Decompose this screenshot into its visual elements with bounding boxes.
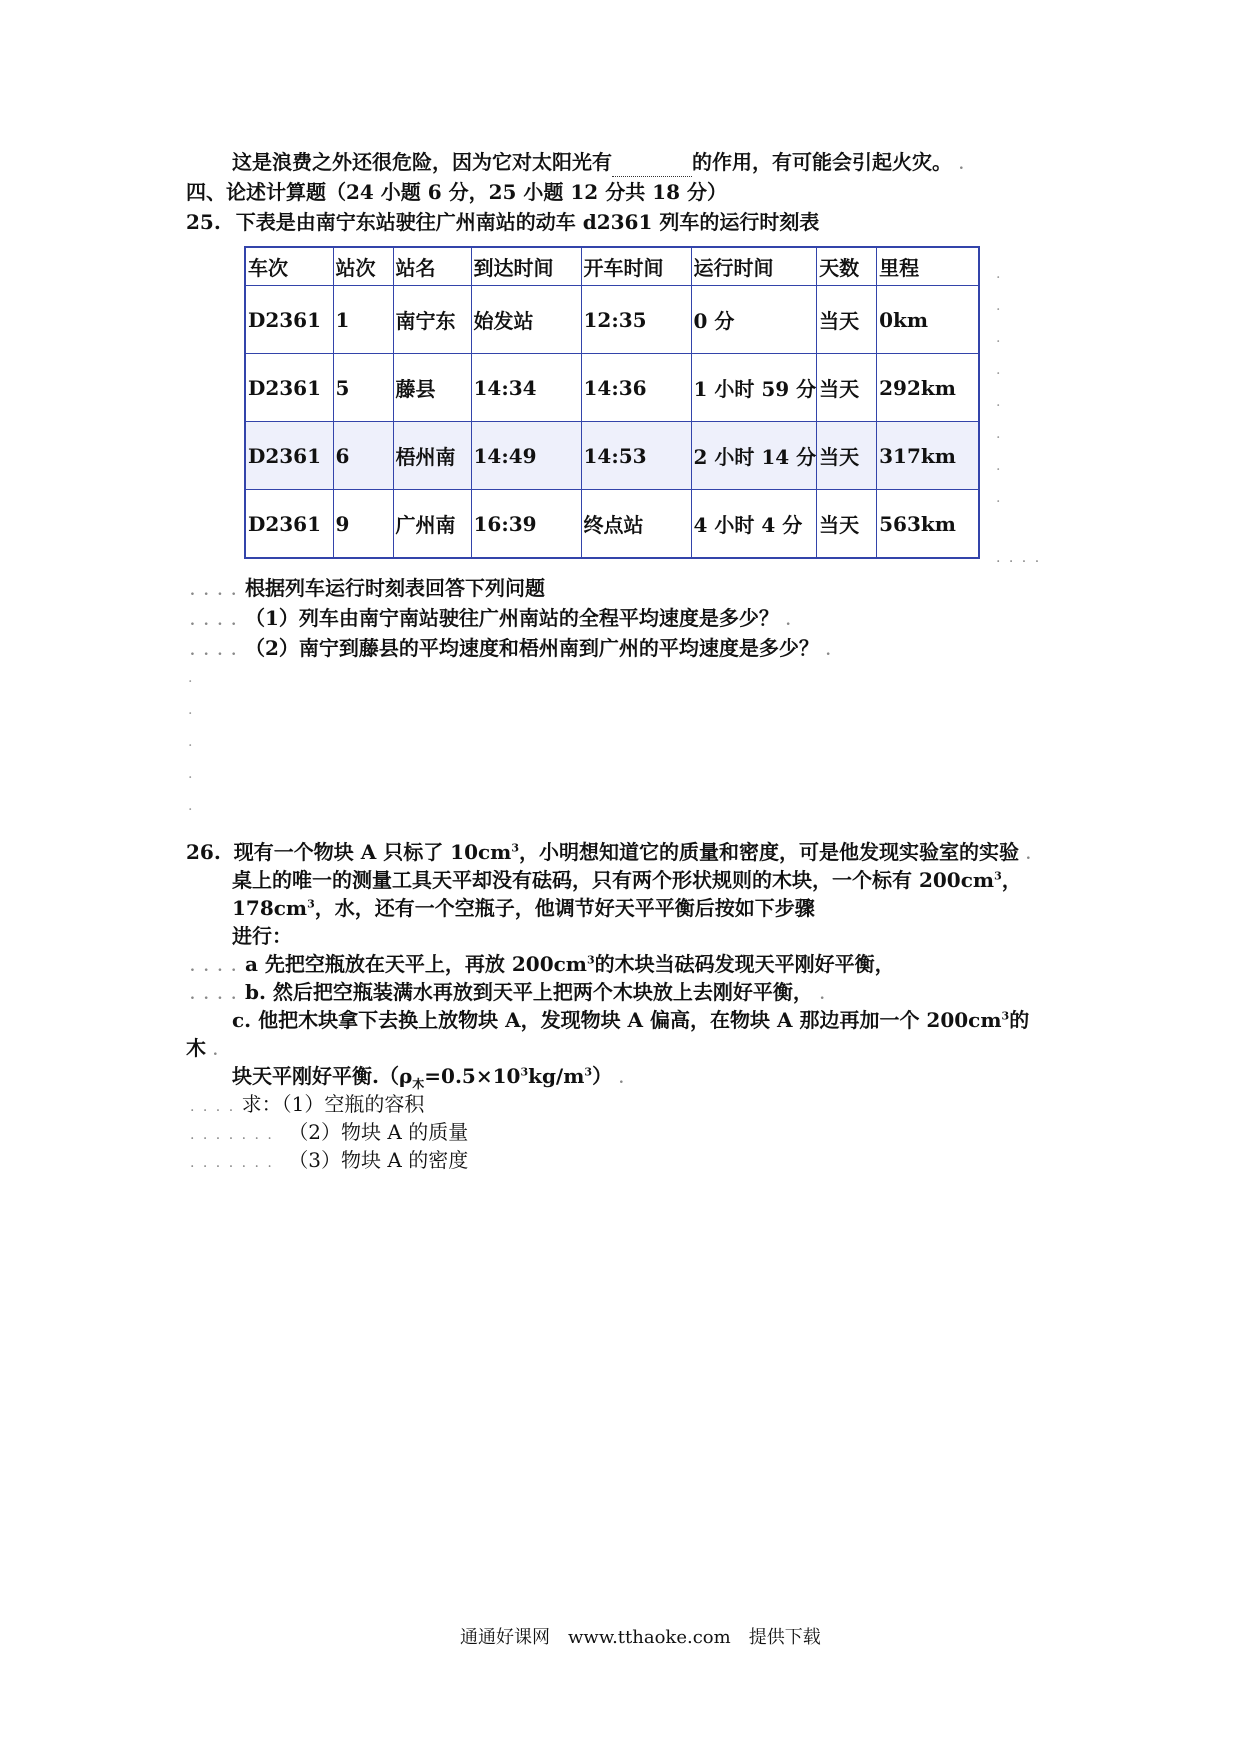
answer-space-dots: . . . . . bbox=[188, 670, 193, 814]
page-footer: 通通好课网 www.tthaoke.com 提供下载 bbox=[460, 1627, 821, 1648]
column-header: 天数 bbox=[817, 247, 877, 286]
question-text: 现有一个物块 A 只标了 10cm bbox=[233, 840, 512, 864]
sub-question-1: . . . . （1）列车由南宁南站驶往广州南站的全程平均速度是多少？ . bbox=[190, 606, 793, 630]
section-heading: 四、论述计算题（24 小题 6 分，25 小题 12 分共 18 分） bbox=[186, 180, 727, 204]
sub-question-text: （1）列车由南宁南站驶往广州南站的全程平均速度是多少？ bbox=[245, 606, 779, 630]
step-text: c. 他把木块拿下去换上放物块 A，发现物块 A 偏高，在物块 A 那边再加一个 200cm bbox=[232, 1008, 1002, 1032]
table-cell: 梧州南 bbox=[393, 422, 471, 490]
question-26-line-1: 26. 现有一个物块 A 只标了 $10cm^3$，小明想知道它的质量和密度，可是他发现实验室的实验 . bbox=[186, 840, 1033, 864]
table-cell: D2361 bbox=[245, 354, 333, 422]
column-header: 车次 bbox=[245, 247, 333, 286]
question-26-line-2 bbox=[232, 866, 1022, 894]
ask-text: （3）物块 A 的密度 bbox=[288, 1148, 469, 1172]
question-text: 178cm bbox=[232, 896, 308, 920]
table-cell: 始发站 bbox=[471, 286, 581, 354]
question-text: ， bbox=[1001, 868, 1022, 892]
superscript: 3 bbox=[586, 953, 595, 967]
subscript: 木 bbox=[412, 1077, 425, 1091]
column-header: 开车时间 bbox=[581, 247, 691, 286]
table-cell: 5 bbox=[333, 354, 393, 422]
table-header-row bbox=[245, 247, 979, 286]
step-text: b. 然后把空瓶装满水再放到天平上把两个木块放上去刚好平衡， bbox=[245, 980, 813, 1004]
density-value: =0.5×10 bbox=[424, 1064, 521, 1088]
step-text: 的 bbox=[1009, 1008, 1030, 1032]
density-unit: kg/m bbox=[528, 1064, 585, 1088]
step-text: 木 bbox=[186, 1036, 206, 1060]
question-26-line-3 bbox=[232, 894, 815, 922]
table-cell: 4 小时 4 分 bbox=[691, 490, 817, 559]
table-cell: 16:39 bbox=[471, 490, 581, 559]
step-text: 块天平刚好平衡.（ρ bbox=[232, 1064, 413, 1088]
sub-question-text: （2）南宁到藤县的平均速度和梧州南到广州的平均速度是多少？ bbox=[245, 636, 819, 660]
table-cell: 0km bbox=[877, 286, 979, 354]
table-cell: D2361 bbox=[245, 490, 333, 559]
instruction-text: 根据列车运行时刻表回答下列问题 bbox=[245, 576, 545, 600]
margin-dots: . . . . bbox=[996, 550, 1042, 566]
table-cell: 当天 bbox=[817, 286, 877, 354]
question-number: 25. bbox=[186, 210, 221, 234]
table-cell: 当天 bbox=[817, 354, 877, 422]
superscript: 3 bbox=[584, 1065, 593, 1079]
table-cell: 终点站 bbox=[581, 490, 691, 559]
ask-2: . . . . . . . （2）物块 A 的质量 bbox=[190, 1120, 469, 1144]
table-cell: 14:53 bbox=[581, 422, 691, 490]
table-cell: D2361 bbox=[245, 286, 333, 354]
question-text: 下表是由南宁东站驶往广州南站的动车 d2361 列车的运行时刻表 bbox=[235, 210, 820, 234]
table-cell: 292km bbox=[877, 354, 979, 422]
table-cell: 藤县 bbox=[393, 354, 471, 422]
step-c-wrap: 木 . bbox=[186, 1036, 220, 1060]
margin-dots: . . . . . . . . bbox=[996, 266, 1001, 506]
table-cell: 当天 bbox=[817, 490, 877, 559]
table-cell: 当天 bbox=[817, 422, 877, 490]
step-a: . . . . a 先把空瓶放在天平上，再放 $200cm^3$的木块当砝码发现天平刚好平衡， bbox=[190, 952, 895, 976]
ask-1: . . . . 求：（1）空瓶的容积 bbox=[190, 1092, 425, 1116]
superscript: 3 bbox=[520, 1065, 529, 1079]
sub-question-2: . . . . （2）南宁到藤县的平均速度和梧州南到广州的平均速度是多少？ . bbox=[190, 636, 833, 660]
table-cell: 14:49 bbox=[471, 422, 581, 490]
ask-3: . . . . . . . （3）物块 A 的密度 bbox=[190, 1148, 469, 1172]
question-number: 26. bbox=[186, 840, 221, 864]
table-row bbox=[245, 286, 979, 354]
question-text: 桌上的唯一的测量工具天平却没有砝码，只有两个形状规则的木块，一个标有 200cm bbox=[232, 868, 995, 892]
question-instruction: . . . . 根据列车运行时刻表回答下列问题 bbox=[190, 576, 545, 600]
step-c bbox=[232, 1006, 1029, 1034]
superscript: 3 bbox=[511, 841, 519, 855]
table-cell: 563km bbox=[877, 490, 979, 559]
ask-text: 求：（1）空瓶的容积 bbox=[241, 1092, 425, 1116]
column-header: 运行时间 bbox=[691, 247, 817, 286]
table-cell: 317km bbox=[877, 422, 979, 490]
question-26-line-4: 进行： bbox=[232, 924, 292, 948]
table-cell: 6 bbox=[333, 422, 393, 490]
table-cell: 南宁东 bbox=[393, 286, 471, 354]
table-cell: 1 小时 59 分 bbox=[691, 354, 817, 422]
table-cell: 2 小时 14 分 bbox=[691, 422, 817, 490]
superscript: 3 bbox=[994, 869, 1002, 883]
column-header: 到达时间 bbox=[471, 247, 581, 286]
table-cell: 0 分 bbox=[691, 286, 817, 354]
step-text: 的木块当砝码发现天平刚好平衡， bbox=[594, 952, 895, 976]
step-b: . . . . b. 然后把空瓶装满水再放到天平上把两个木块放上去刚好平衡， . bbox=[190, 980, 827, 1004]
step-text: a 先把空瓶放在天平上，再放 200cm bbox=[245, 952, 587, 976]
table-cell: D2361 bbox=[245, 422, 333, 490]
sentence-start: 这是浪费之外还很危险，因为它对太阳光有 bbox=[232, 150, 612, 174]
question-text: ，小明想知道它的质量和密度，可是他发现实验室的实验 bbox=[519, 840, 1019, 864]
table-cell: 14:34 bbox=[471, 354, 581, 422]
step-text: ） bbox=[592, 1064, 613, 1088]
ask-text: （2）物块 A 的质量 bbox=[288, 1120, 469, 1144]
train-timetable bbox=[244, 246, 980, 559]
table-cell: 1 bbox=[333, 286, 393, 354]
question-text: ，水，还有一个空瓶子，他调节好天平平衡后按如下步骤 bbox=[314, 896, 815, 920]
sentence-end: 的作用，有可能会引起火灾。 bbox=[692, 150, 952, 174]
table-cell: 9 bbox=[333, 490, 393, 559]
column-header: 站次 bbox=[333, 247, 393, 286]
answer-blank[interactable] bbox=[612, 148, 692, 177]
column-header: 站名 bbox=[393, 247, 471, 286]
table-cell: 12:35 bbox=[581, 286, 691, 354]
column-header: 里程 bbox=[877, 247, 979, 286]
step-c-end: 块天平刚好平衡$.(\rho_木=0.5\times 10^3kg/m^3)$ . bbox=[232, 1064, 626, 1091]
table-row bbox=[245, 354, 979, 422]
table-cell: 广州南 bbox=[393, 490, 471, 559]
superscript: 3 bbox=[307, 897, 315, 911]
superscript: 3 bbox=[1001, 1009, 1010, 1023]
table-row bbox=[245, 490, 979, 559]
table-row bbox=[245, 422, 979, 490]
fill-blank-sentence: 这是浪费之外还很危险，因为它对太阳光有 的作用，有可能会引起火灾。 . bbox=[232, 148, 966, 179]
question-25-stem bbox=[186, 208, 819, 236]
table-cell: 14:36 bbox=[581, 354, 691, 422]
